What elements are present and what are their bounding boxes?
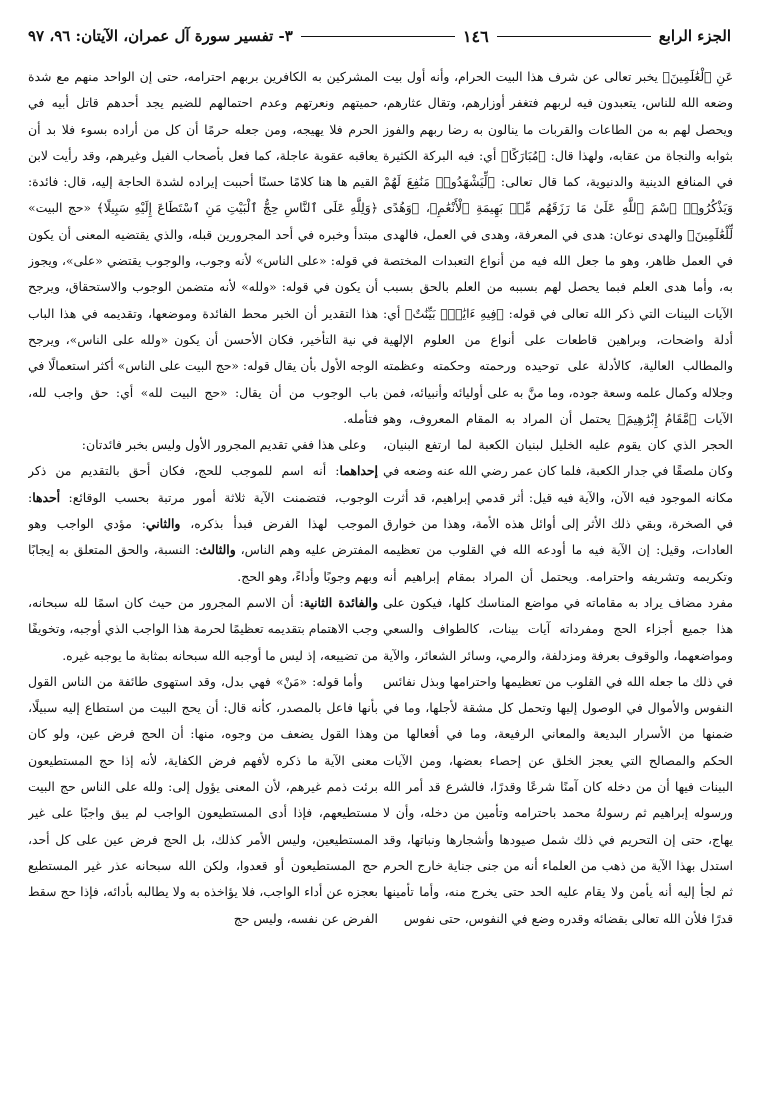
left-paragraph-2-text: وعلى هذا ففي تقديم المجرور الأول وليس بخبر فائدتان: — [81, 437, 367, 453]
third-item-text: : النسبة، والحق المتعلق به إيجابًا وبهم وجوبًا وأداءً، وهو الحج. — [28, 542, 378, 584]
left-paragraph-1: المشركين به الكافرين بربهم احترامه، حتى إن الواحد منهم مع شدة حميتهم ونعرتهم وعدم احتمالهم للضيم يجد أحدهم قاتل أبيه في الحرم فلا يهيجه، ومن جعله حرمًا أن كل من أراده بسوء فلا بد أن يعاقبه عقوبة عاجلة، كما فعل بأصحاب الفيل وغيرهم، وقد رأيت لابن القيم ها هنا كلامًا حسنًا أحببت إيراده لشدة الحاجة إليه، قال: فائدة: ﴿وَلِلَّهِ عَلَى ٱلنَّاسِ حِجُّ ٱلْبَيْتِ مَنِ ٱسْتَطَاعَ إِلَيْهِ سَبِيلًا﴾ «حج البيت» مبتدأ وخبره في أحد المجرورين قبله، والذي يقتضيه المعنى أن يكون في قوله: «على الناس» لأنه وجوب، والوجوب يقتضي «على»، ويجوز أن يكون في قوله: «ولله» لأنه متضمن الوجوب والاستحقاق، ويرجح هذا التقدير أن الخبر محط الفائدة وموضعها، وتقديمه في هذا الباب في نية التأخير، فكان الأحسن أن يكون «ولله على الناس»، ويرجح الوجه الأول بأن يقال قوله: «حج البيت على الناس» أكثر استعمالًا في باب الوجوب من أن يقال: «حج البيت لله» أي: حق واجب لله، فتأمله. — [28, 69, 378, 426]
page-number: ١٤٦ — [462, 26, 489, 46]
second-item-text: : مؤدي الواجب وهو المفترض عليه وهم الناس، — [28, 516, 378, 558]
second-benefit-text: : أن الاسم المجرور من حيث كان اسمًا لله سبحانه، وجب الاهتمام بتقديمه تعظيمًا لحرمة هذا الواجب الذي أوجبه، وتخويفًا من تضييعه، إذ ليس ما أوجبه الله سبحانه بمثابة ما يوجبه غيره. — [28, 594, 378, 663]
part-label: الجزء الرابع — [658, 27, 731, 45]
third-item-label: والثالث — [199, 542, 236, 558]
first-item-label: أحدها — [32, 489, 61, 505]
page-header — [28, 24, 731, 48]
header-rule-left — [301, 36, 455, 37]
left-paragraph-4 — [28, 590, 378, 669]
chapter-title: ٣- تفسير سورة آل عمران، الآيتان: ٩٦، ٩٧ — [27, 27, 293, 45]
left-paragraph-2 — [28, 432, 378, 458]
left-paragraph-5-text: وأما قوله: «مَنْ» فهي بدل، وقد استهوى طائفة من الناس القول بأنها فاعل بالمصدر، كأنه قال: أن يحج البيت من استطاع إليه سبيلًا، وهذا القول يضعف من وجوه، منها: أن الحج فرض عين، ولو كان معنى الآية ما ذكره لأفهم فرض الكفاية، لأنه إذا حج المستطيعون برئت ذمم غيرهم، لأن المعنى يؤول إلى: ولله على الناس حج البيت مستطيعهم، فإذا أدى المستطيعون الواجب لم يبق واجبًا على غير المستطيعين، وليس الأمر كذلك، بل الحج فرض عين على كل أحد، حج المستطيعون أو قعدوا، ولكن الله سبحانه عذر غير المستطيع بعجزه عن أداء الواجب، فلا يؤاخذه به ولا يطالبه بأدائه، فإذا حج سقط الفرض عن نفسه، وليس حج — [28, 673, 378, 926]
right-column — [383, 64, 733, 1099]
right-paragraph-1: عَنِ ٱلْعَٰلَمِينَ﴾ يخبر تعالى عن شرف هذا البيت الحرام، وأنه أول بيت وضعه الله للناس، يتعبدون فيه لربهم فتغفر أوزارهم، وتقال عثارهم، ويحصل لهم به من الطاعات والقربات ما ينالون به رضا ربهم والفوز بثوابه والنجاة من عقابه، ولهذا قال: ﴿مُبَارَكًا﴾ أي: فيه البركة الكثيرة في المنافع الدينية والدنيوية، كما قال تعالى: ﴿لِّيَشْهَدُوا۟ مَنَٰفِعَ لَهُمْ وَيَذْكُرُوا۟ ٱسْمَ ٱللَّهِ عَلَىٰ مَا رَزَقَهُم مِّنۢ بَهِيمَةِ ٱلْأَنْعَٰمِ﴾، ﴿وَهُدًى لِّلْعَٰلَمِينَ﴾ والهدى نوعان: هدى في المعرفة، وهدى في العمل، فالهدى في العمل ظاهر، وهو ما جعل الله فيه من أنواع التعبدات المختصة به، وأما هدى العلم فبما يحصل لهم بسببه من العلم بالحق بسبب الآيات البينات التي ذكر الله تعالى في قوله: ﴿فِيهِ ءَايَٰتٌۢ بَيِّنَٰتٌ﴾ أي: أدلة واضحات، وبراهين قاطعات على أنواع من العلوم الإلهية والمطالب العالية، كالأدلة على توحيده ورحمته وحكمته وعظمته وجلاله وكمال علمه وسعة جوده، وما منَّ به على أوليائه وأنبيائه، فمن الآيات ﴿مَّقَامُ إِبْرَٰهِيمَ﴾ يحتمل أن المراد به المقام المعروف، وهو الحجر الذي كان يقوم عليه الخليل لبنيان الكعبة لما ارتفع البنيان، وكان ملصقًا في جدار الكعبة، فلما كان عمر رضي الله عنه وضعه في مكانه الموجود فيه الآن، والآية فيه قيل: أثر قدمي إبراهيم، قد أثرت في الصخرة، وبقي ذلك الأثر إلى أوائل هذه الأمة، وهذا من خوارق العادات، وقيل: إن الآية فيه ما أودعه الله في القلوب من تعظيمه وتكريمه وتشريفه واحترامه. ويحتمل أن المراد بمقام إبراهيم أنه مفرد مضاف يراد به مقاماته في مواضع المناسك كلها، فيكون على هذا جميع أجزاء الحج ومفرداته آيات بينات، كالطواف والسعي ومواضعهما، والوقوف بعرفة ومزدلفة، والرمي، وسائر الشعائر، والآية في ذلك ما جعله الله في القلوب من تعظيمها واحترامها وبذل نفائس النفوس والأموال في الوصول إليها وتحمل كل مشقة لأجلها، وما في ضمنها من الأسرار البديعة والمعاني الرفيعة، وما في أفعالها من الحكم والمصالح التي يعجز الخلق عن إحصاء بعضها، ومن الآيات البينات فيها أن من دخله كان آمنًا شرعًا وقدرًا، فالشرع قد أمر الله ورسوله إبراهيم ثم رسولهُ محمد باحترامه وتأمين من دخله، وأن لا يهاج، حتى إن التحريم في ذلك شمل صيودها وأشجارها ونباتها، وقد استدل بهذا الآية من ذهب من العلماء أنه من جنى جناية خارج الحرم ثم لجأ إليه أنه يأمن ولا يقام عليه الحد حتى يخرج منه، وأما تأمينها قدرًا فلأن الله تعالى بقضائه وقدره وضع في النفوس، حتى نفوس — [383, 69, 733, 926]
first-item-text: : الموجب لهذا الفرض فبدأ بذكره، — [28, 489, 378, 532]
second-benefit-label: والفائدة الثانية — [303, 594, 378, 610]
left-paragraph-5 — [28, 669, 378, 932]
header-rule-right — [497, 36, 651, 37]
first-benefit-label: إحداهما — [339, 463, 378, 479]
first-benefit-text: : أنه اسم للموجب للحج، فكان أحق بالتقديم من ذكر الوجوب، فتضمنت الآية ثلاثة أمور مرتبة بحسب الوقائع: — [28, 463, 378, 505]
left-paragraph-3 — [28, 458, 378, 589]
left-column — [28, 64, 378, 1099]
second-item-label: والثاني — [145, 516, 181, 532]
